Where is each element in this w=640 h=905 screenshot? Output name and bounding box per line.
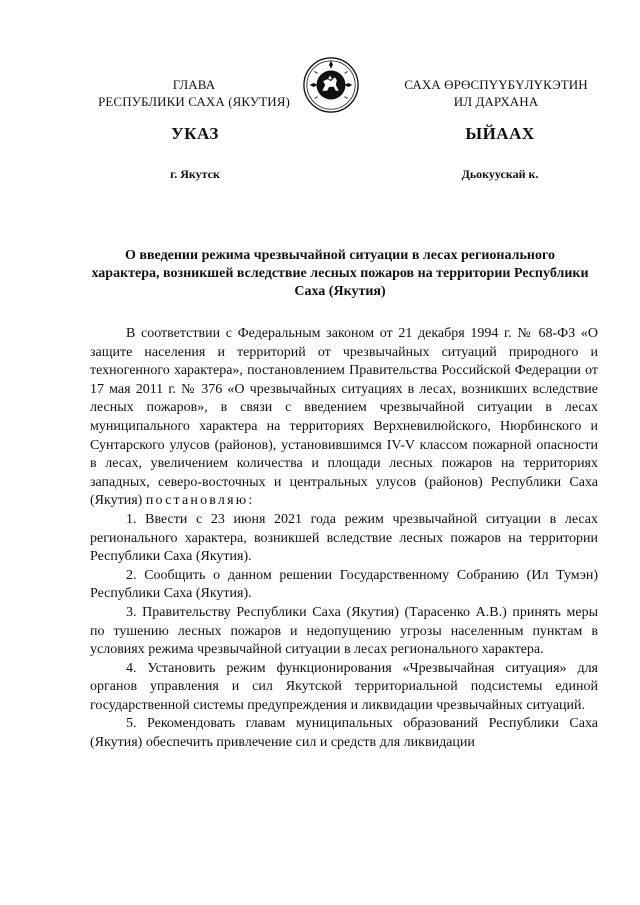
decree-item-4: 4. Установить режим функционирования «Чрезвычайная ситуация» для органов управления и сил Якутской территориальной подсистемы единой государственной системы предупреждения и ликвидации чрезвычайных ситуаций. (90, 660, 598, 713)
issuer-republic-yakut: САХА ӨРӨСПҮҮБҮЛҮКЭТИН (404, 77, 588, 92)
decree-item-1: 1. Ввести с 23 июня 2021 года режим чрезвычайной ситуации в лесах регионального характера, возникшей вследствие лесных пожаров на территории Республики Саха (Якутия). (90, 511, 598, 565)
decree-item-5: 5. Рекомендовать главам муниципальных образований Республики Саха (Якутия) обеспечить привлечение сил и средств для ликвидации (90, 716, 598, 751)
city-russian: г. Якутск (170, 167, 220, 181)
issuer-republic: РЕСПУБЛИКИ САХА (ЯКУТИЯ) (98, 94, 290, 109)
preamble-paragraph (90, 325, 598, 511)
issuer-header-russian (88, 76, 300, 110)
decree-item-3: 3. Правительству Республики Саха (Якутия) (Тарасенко А.В.) принять меры по тушению лесных пожаров и недопущению угрозы населенным пунктам в условиях режима чрезвычайной ситуации в лесах регионального характера. (90, 604, 598, 658)
document-type-yakut: ЫЙААХ (465, 124, 535, 143)
issuer-header-yakut (386, 76, 606, 110)
decree-item-2: 2. Сообщить о данном решении Государственному Собранию (Ил Тумэн) Республики Саха (Якутия). (90, 567, 598, 602)
issuer-title-yakut: ИЛ ДАРХАНА (453, 94, 539, 109)
coat-of-arms-icon (302, 56, 360, 114)
decree-body (90, 325, 598, 753)
decree-heading: О введении режима чрезвычайной ситуации в лесах регионального характера, возникшей вследствие лесных пожаров на территории Республики Саха (Якутия) (91, 248, 589, 299)
city-yakut: Дьокуускай к. (461, 167, 539, 181)
preamble-text: В соответствии с Федеральным законом от 21 декабря 1994 г. № 68-ФЗ «О защите населения и территорий от чрезвычайных ситуаций природного и техногенного характера», постановлением Правительства Российской Федерации от 17 мая 2011 г. № 376 «О чрезвычайных ситуациях в лесах, возникших вследствие лесных пожаров», в связи с введением чрезвычайной ситуации в лесах муниципального характера на территориях Верхневилюйского, Нюрбинского и Сунтарского улусов (районов), установившимся IV-V классом пожарной опасности в лесах, увеличением количества и площади лесных пожаров на территориях западных, северо-восточных и центральных улусов (районов) Республики Саха (Якутия) (90, 326, 598, 509)
issuer-title: ГЛАВА (172, 77, 216, 92)
document-type-russian: УКАЗ (171, 124, 219, 143)
decree-word: постановляю: (145, 493, 255, 509)
